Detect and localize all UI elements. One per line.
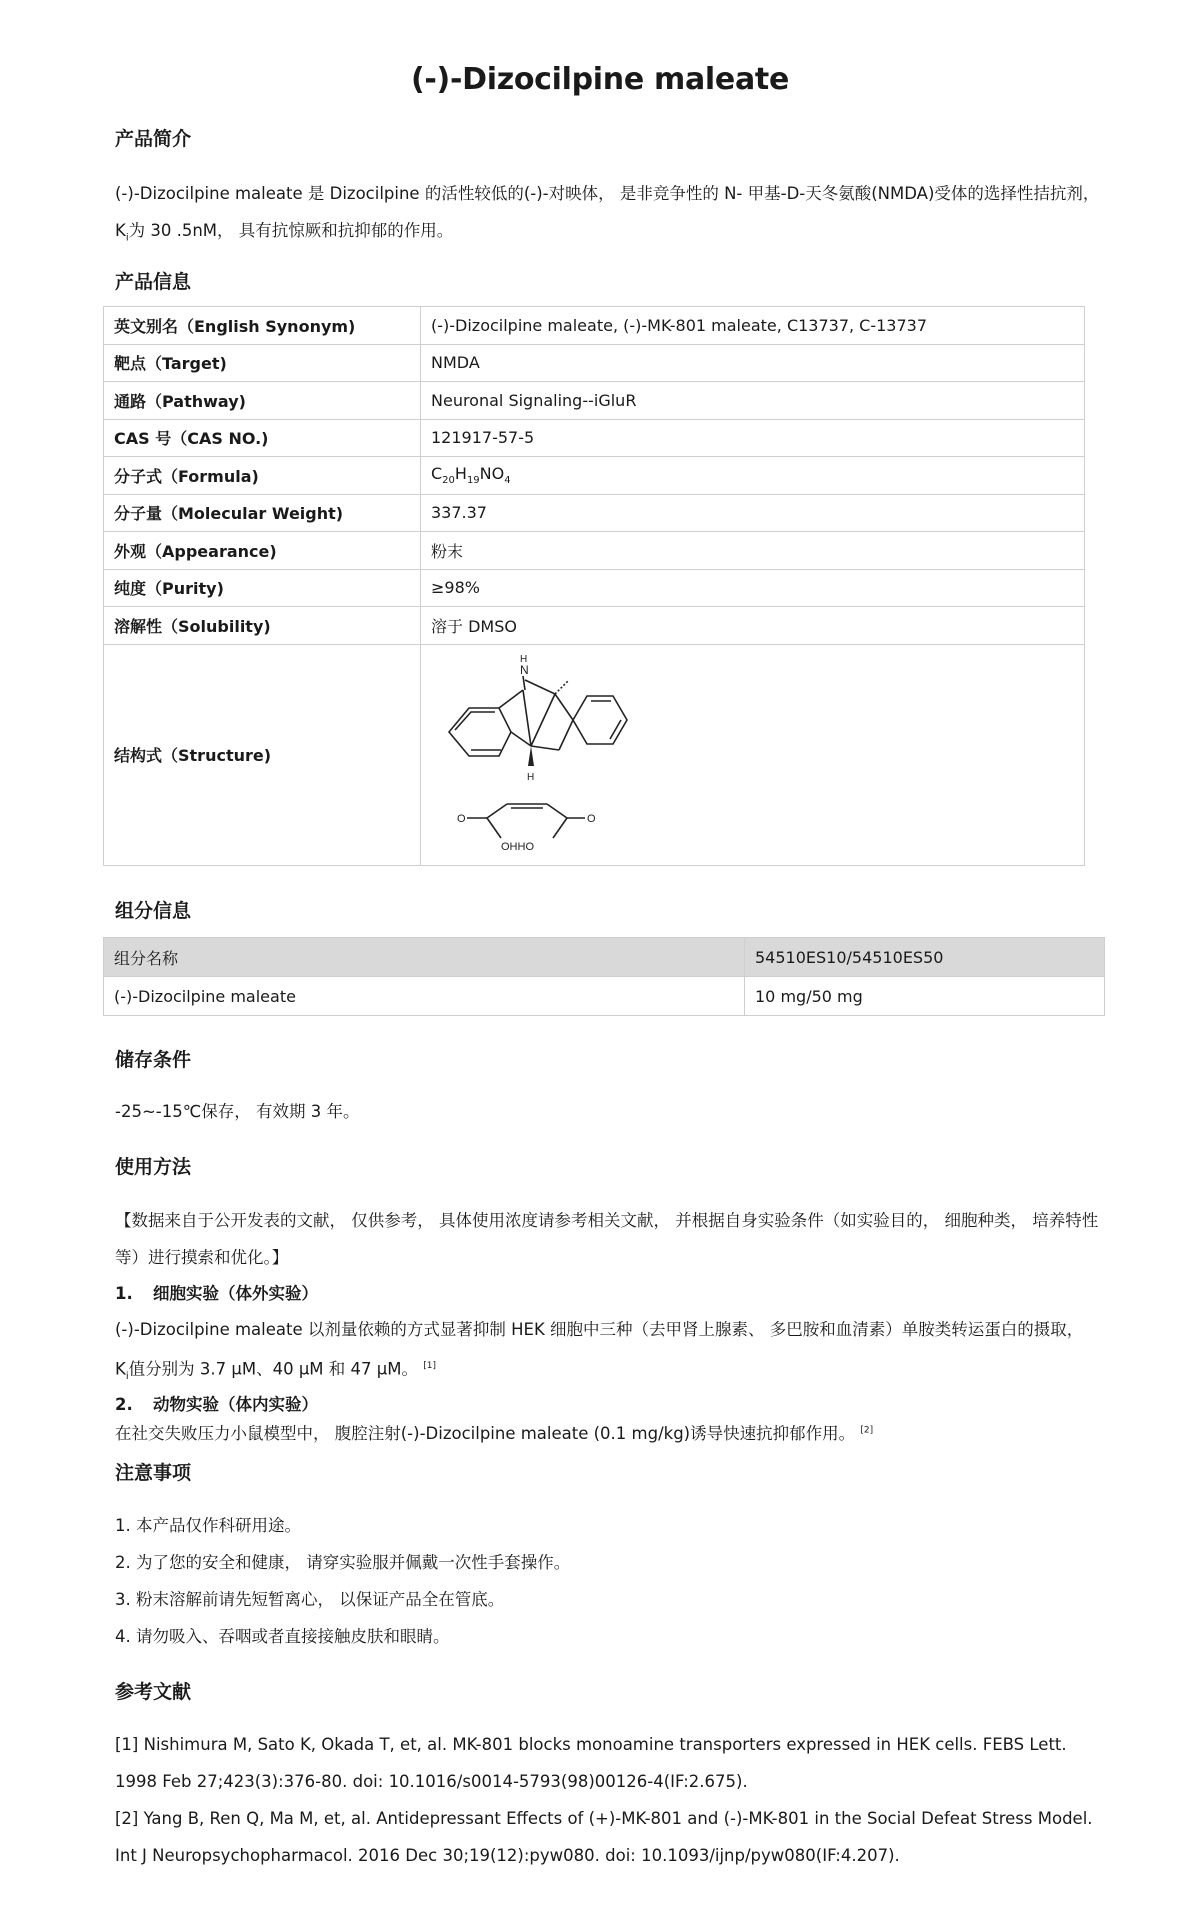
reference-marker: [1] (423, 1361, 437, 1371)
info-key: 结构式（Structure) (104, 644, 421, 865)
note-item: 1. 本产品仅作科研用途。 (115, 1516, 301, 1535)
info-key: CAS 号（CAS NO.) (104, 419, 421, 457)
info-value: Neuronal Signaling--iGluR (421, 382, 1085, 420)
animal-experiment-number: 2. (115, 1395, 133, 1414)
bridge-bond (531, 694, 555, 746)
note-item: 4. 请勿吸入、吞咽或者直接接触皮肤和眼睛。 (115, 1627, 450, 1646)
table-row (104, 977, 1105, 1016)
table-row (104, 457, 1085, 495)
table-row (104, 569, 1085, 607)
intro-text-a: (-)-Dizocilpine maleate 是 Dizocilpine 的活性较低的(-)-对映体， 是非竞争性的 N- 甲基-D-天冬氨酸(NMDA)受体的选择性拮抗剂， K (115, 184, 1100, 240)
note-item: 3. 粉末溶解前请先短暂离心， 以保证产品全在管底。 (115, 1590, 505, 1609)
column-header: 组分名称 (104, 938, 745, 977)
info-key: 分子量（Molecular Weight) (104, 494, 421, 532)
cell-experiment-text (115, 1311, 1100, 1395)
cell-experiment-title: 细胞实验（体外实验） (153, 1284, 318, 1303)
cell-text-b: 值分别为 3.7 μM、40 μM 和 47 μM。 (128, 1359, 419, 1379)
info-key: 分子式（Formula) (104, 457, 421, 495)
h-wedge (528, 746, 534, 766)
right-benzene-ring (573, 696, 627, 744)
animal-text: 在社交失败压力小鼠模型中， 腹腔注射(-)-Dizocilpine maleate (0.1 mg/kg)诱导快速抗抑郁作用。 (115, 1424, 856, 1443)
animal-experiment-title: 动物实验（体内实验） (153, 1395, 318, 1414)
formula-c-count: 20 (442, 475, 455, 487)
intro-text (115, 175, 1100, 256)
info-key: 纯度（Purity) (104, 569, 421, 607)
nh-bond (525, 680, 555, 694)
maleate-bond (553, 818, 567, 838)
atom-h-top: H (520, 653, 528, 665)
cell-experiment-number: 1. (115, 1284, 133, 1303)
intro-heading: 产品简介 (115, 128, 192, 150)
page-title: (-)-Dizocilpine maleate (410, 62, 789, 97)
storage-heading: 储存条件 (115, 1049, 192, 1071)
table-row (104, 307, 1085, 345)
info-key: 通路（Pathway) (104, 382, 421, 420)
reference-item: [2] Yang B, Ren Q, Ma M, et, al. Antidepressant Effects of (+)-MK-801 and (-)-MK-801 in the Social Defeat Stress Model. Int J Neuropsychopharmacol. 2016 Dec 30;19(12):pyw080. doi: 10.1093/ijnp/pyw080(IF:4.207). (115, 1809, 1093, 1865)
animal-experiment-text (115, 1420, 873, 1444)
column-header: 54510ES10/54510ES50 (745, 938, 1105, 977)
formula-value (421, 457, 1085, 495)
atom-h-bottom: H (527, 771, 535, 783)
intro-text-sub: i (125, 232, 129, 244)
formula-c: C (431, 464, 443, 484)
structure-cell (421, 644, 1085, 865)
cell-text-a: (-)-Dizocilpine maleate 以剂量依赖的方式显著抑制 HEK 细胞中三种（去甲肾上腺素、 多巴胺和血清素）单胺类转运蛋白的摄取， K (115, 1320, 1084, 1379)
components-heading: 组分信息 (115, 900, 192, 922)
table-row (104, 494, 1085, 532)
n-bond (523, 676, 525, 690)
info-value: 粉末 (421, 532, 1085, 570)
table-row (104, 382, 1085, 420)
info-heading: 产品信息 (115, 271, 192, 293)
info-value: 溶于 DMSO (421, 607, 1085, 645)
table-header-row (104, 938, 1105, 977)
cell-experiment-heading (115, 1280, 318, 1304)
info-key: 靶点（Target) (104, 344, 421, 382)
note-item: 2. 为了您的安全和健康， 请穿实验服并佩戴一次性手套操作。 (115, 1553, 571, 1572)
notes-heading: 注意事项 (115, 1462, 192, 1484)
formula-o-count: 4 (504, 475, 511, 487)
atom-o-left: O (457, 812, 466, 825)
maleate-bond (547, 804, 567, 818)
bridge-bond (511, 732, 531, 746)
formula-h-count: 19 (466, 475, 480, 487)
info-key: 英文别名（English Synonym) (104, 307, 421, 345)
maleate-bond (487, 818, 501, 838)
component-name: (-)-Dizocilpine maleate (104, 977, 745, 1016)
product-info-table (103, 306, 1085, 866)
atom-n: N (520, 662, 529, 677)
table-row (104, 344, 1085, 382)
reference-marker: [2] (860, 1425, 874, 1436)
atom-o-right: O (587, 812, 596, 825)
formula-h: H (454, 464, 467, 484)
right-ring-double-bond-2 (610, 720, 621, 739)
bridge-bond (523, 690, 531, 746)
references-heading: 参考文献 (115, 1681, 192, 1703)
info-key: 溶解性（Solubility) (104, 607, 421, 645)
component-amount: 10 mg/50 mg (745, 977, 1105, 1016)
left-ring-double-bond (455, 712, 495, 730)
ch2-bond (531, 746, 559, 750)
usage-heading: 使用方法 (115, 1156, 192, 1178)
table-row (104, 644, 1085, 865)
info-value: (-)-Dizocilpine maleate, (-)-MK-801 maleate, C13737, C-13737 (421, 307, 1085, 345)
structure-diagram (431, 650, 651, 860)
table-row (104, 419, 1085, 457)
animal-experiment-heading (115, 1391, 318, 1415)
usage-note: 【数据来自于公开发表的文献， 仅供参考， 具体使用浓度请参考相关文献， 并根据自身实验条件（如实验目的， 细胞种类， 培养特性等）进行摸索和优化。】 (115, 1211, 1099, 1267)
cell-text-sub: i (125, 1370, 129, 1382)
bridge-bond (555, 694, 573, 720)
table-row (104, 532, 1085, 570)
storage-text: -25~-15℃保存， 有效期 3 年。 (115, 1102, 360, 1121)
info-value: 121917-57-5 (421, 419, 1085, 457)
ch2-bond (559, 720, 573, 750)
info-key: 外观（Appearance) (104, 532, 421, 570)
intro-text-b: 为 30 .5nM， 具有抗惊厥和抗抑郁的作用。 (128, 221, 454, 240)
info-value: ≥98% (421, 569, 1085, 607)
info-value: 337.37 (421, 494, 1085, 532)
methyl-bond (555, 680, 569, 694)
table-row (104, 607, 1085, 645)
left-benzene-ring (449, 708, 511, 756)
reference-item: [1] Nishimura M, Sato K, Okada T, et, al. MK-801 blocks monoamine transporters expressed in HEK cells. FEBS Lett. 1998 Feb 27;423(3):376-80. doi: 10.1016/s0014-5793(98)00126-4(IF:2.675). (115, 1735, 1067, 1791)
bridge-bond (499, 690, 523, 708)
atom-ohho: OHHO (501, 840, 534, 853)
maleate-bond (487, 804, 507, 818)
components-table (103, 937, 1105, 1016)
formula-no: NO (479, 464, 505, 484)
info-value: NMDA (421, 344, 1085, 382)
